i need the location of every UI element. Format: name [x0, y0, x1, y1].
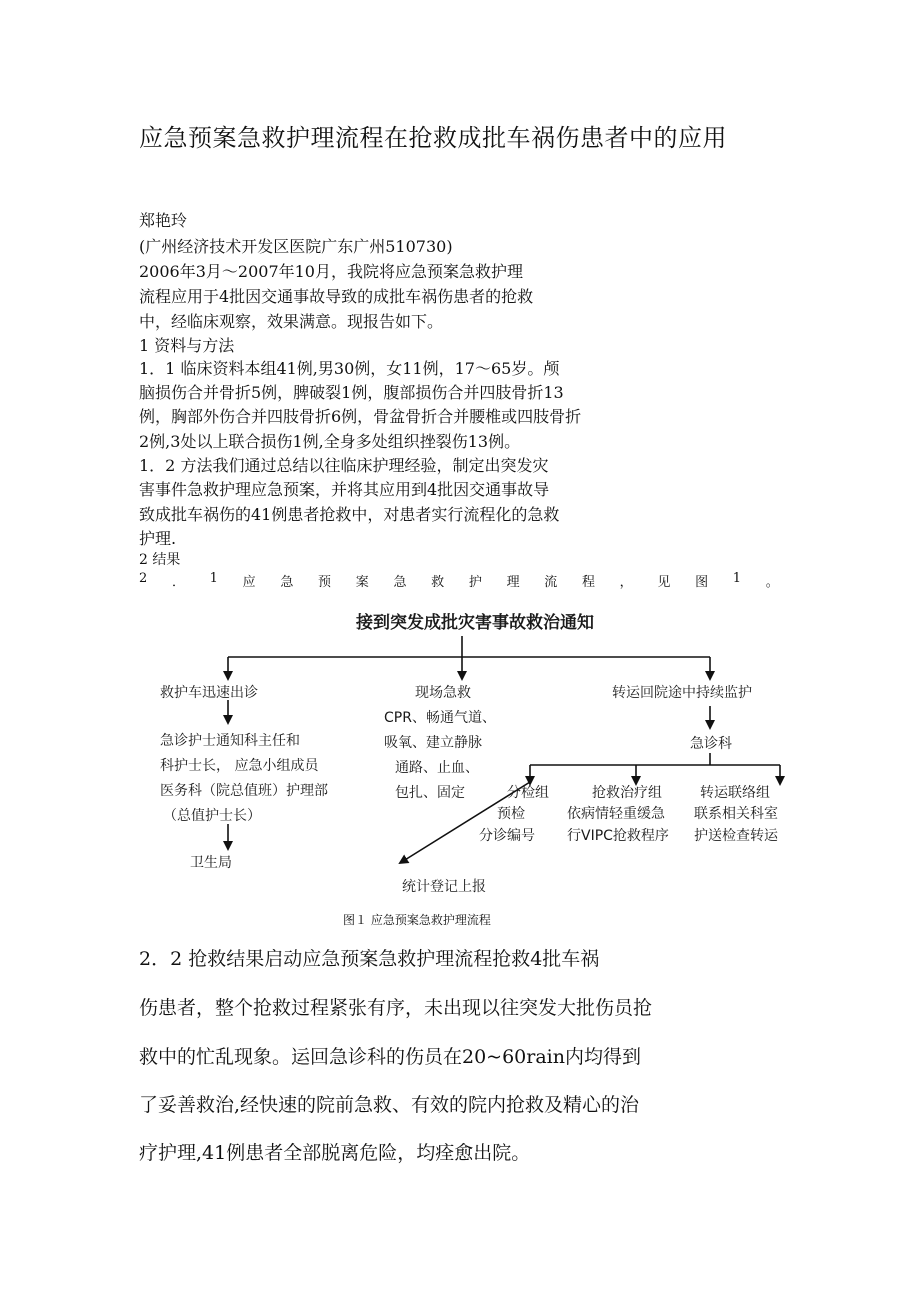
flow-left-body: （总值护士长） [163, 808, 261, 824]
flow-transfer-head: 转运联络组 [700, 785, 770, 801]
flow-rescue-body: 依病情轻重缓急 [567, 806, 665, 822]
spaced-line-2-1: 2 ． 1 应 急 预 案 急 救 护 理 流 程 ， 见 图 1 。 [139, 571, 779, 590]
flow-triage-head: 分检组 [507, 785, 549, 801]
flow-triage-body: 预检 [497, 806, 525, 822]
flow-right-head: 转运回院途中持续监护 [612, 685, 752, 701]
section-heading: 1 资料与方法 [139, 336, 235, 355]
flow-left-body: 科护士长， 应急小组成员 [160, 758, 319, 774]
affiliation: (广州经济技术开发区医院广东广州510730) [139, 237, 453, 256]
paragraph-line: 致成批车祸伤的41例患者抢救中，对患者实行流程化的急救 [139, 505, 560, 524]
paragraph-line: 1．2 方法我们通过总结以往临床护理经验，制定出突发灾 [139, 456, 549, 475]
paragraph-line: 害事件急救护理应急预案，并将其应用到4批因交通事故导 [139, 480, 550, 499]
flow-left-body: 医务科（院总值班）护理部 [160, 783, 328, 799]
flow-mid-body: 通路、止血、 [395, 760, 479, 776]
result-line: 2．2 抢救结果启动应急预案急救护理流程抢救4批车祸 [139, 948, 600, 970]
result-line: 疗护理,41例患者全部脱离危险，均痊愈出院。 [139, 1142, 531, 1164]
figure-caption: 图１ 应急预案急救护理流程 [343, 913, 491, 927]
result-line: 救中的忙乱现象。运回急诊科的伤员在20~60rain内均得到 [139, 1046, 641, 1068]
paragraph-line: 1．1 临床资料本组41例,男30例，女11例，17～65岁。颅 [139, 359, 560, 378]
flow-mid-body: 吸氧、建立静脉 [384, 735, 482, 751]
flow-left-body: 急诊护士通知科主任和 [160, 733, 300, 749]
intro-line: 2006年3月～2007年10月，我院将应急预案急救护理 [139, 262, 523, 281]
flow-er-node: 急诊科 [690, 736, 732, 752]
flow-mid-body: 包扎、固定 [395, 785, 465, 801]
flow-mid-head: 现场急救 [415, 685, 471, 701]
flow-health-bureau: 卫生局 [190, 855, 232, 871]
author: 郑艳玲 [139, 211, 188, 230]
flow-mid-body: CPR、畅通气道、 [384, 710, 496, 726]
intro-line: 中，经临床观察，效果满意。现报告如下。 [139, 312, 444, 331]
flow-left-head: 救护车迅速出诊 [160, 685, 258, 701]
flow-rescue-head: 抢救治疗组 [592, 785, 662, 801]
flow-stats-node: 统计登记上报 [402, 879, 486, 895]
section-heading: 2 结果 [139, 552, 181, 568]
intro-line: 流程应用于4批因交通事故导致的成批车祸伤患者的抢救 [139, 287, 534, 306]
article-title: 应急预案急救护理流程在抢救成批车祸伤患者中的应用 [139, 124, 727, 152]
paragraph-line: 护理. [139, 529, 177, 548]
paragraph-line: 脑损伤合并骨折5例，脾破裂1例，腹部损伤合并四肢骨折13 [139, 383, 564, 402]
paragraph-line: 例，胸部外伤合并四肢骨折6例，骨盆骨折合并腰椎或四肢骨折 [139, 407, 582, 426]
result-line: 伤患者，整个抢救过程紧张有序，未出现以往突发大批伤员抢 [139, 997, 653, 1019]
flow-transfer-body: 联系相关科室 [694, 806, 778, 822]
result-line: 了妥善救治,经快速的院前急救、有效的院内抢救及精心的治 [139, 1094, 640, 1116]
flow-transfer-body: 护送检查转运 [694, 828, 778, 844]
paragraph-line: 2例,3处以上联合损伤1例,全身多处组织挫裂伤13例。 [139, 432, 521, 451]
flow-triage-body: 分诊编号 [479, 828, 535, 844]
flow-top-node: 接到突发成批灾害事故救治通知 [356, 613, 594, 633]
flow-rescue-body: 行VIPC抢救程序 [567, 828, 669, 844]
